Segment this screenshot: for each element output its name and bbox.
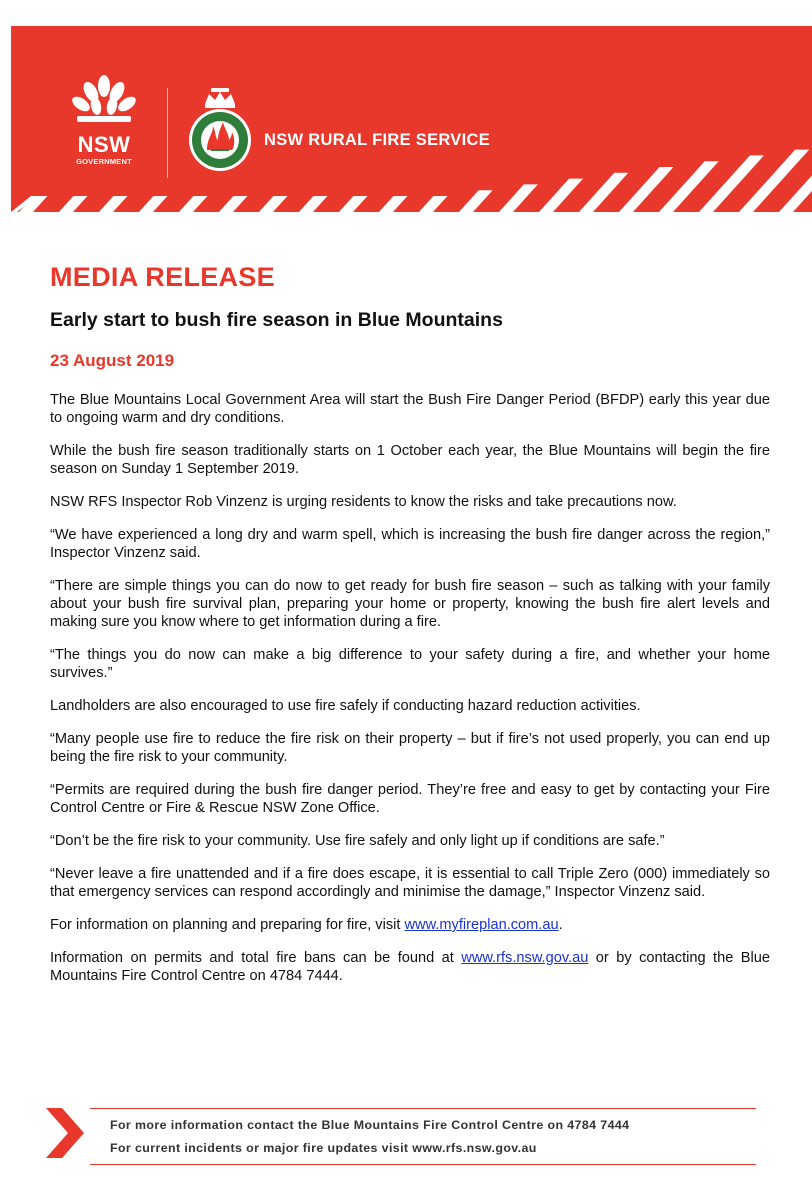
permits-suffix: or by contacting the Blue Mountains Fire Control Centre on 4784 7444.: [50, 950, 770, 984]
paragraph: “Permits are required during the bush fire danger period. They’re free and easy to get by contacting your Fire Control Centre or Fire & Rescue NSW Zone Office.: [50, 782, 770, 816]
government-label: GOVERNMENT: [76, 157, 132, 166]
banner-stripe: [499, 184, 538, 212]
logo-divider: [167, 88, 168, 178]
release-headline: Early start to bush fire season in Blue Mountains: [50, 309, 503, 331]
nsw-government-logo: [69, 72, 155, 172]
footer-rule: [90, 1108, 756, 1109]
paragraph: “Many people use fire to reduce the fire risk on their property – but if fire’s not used properly, you can end up being the fire risk to your community.: [50, 731, 770, 765]
header-banner: [11, 26, 812, 212]
chevron-arrow-icon: [46, 1108, 86, 1158]
paragraph: “Never leave a fire unattended and if a fire does escape, it is essential to call Triple Zero (000) immediately so that emergency services can respond accordingly and minimise the damage,” Inspector Vinzenz said.: [50, 866, 770, 900]
paragraph: NSW RFS Inspector Rob Vinzenz is urging residents to know the risks and take precautions now.: [50, 494, 677, 510]
waratah-icon: [69, 72, 139, 132]
paragraph: The Blue Mountains Local Government Area will start the Bush Fire Danger Period (BFDP) early this year due to ongoing warm and dry conditions.: [50, 392, 770, 426]
permits-paragraph: [50, 949, 770, 985]
banner-stripe: [339, 196, 367, 212]
plan-prefix: For information on planning and preparing for fire, visit: [50, 917, 405, 933]
paragraph: “Don’t be the fire risk to your community. Use fire safely and only light up if conditions are safe.”: [50, 833, 665, 849]
footer-contact: For more information contact the Blue Mountains Fire Control Centre on 4784 7444: [110, 1118, 630, 1132]
banner-stripe: [219, 196, 247, 212]
plan-suffix: .: [558, 917, 563, 933]
media-release-label: MEDIA RELEASE: [50, 262, 275, 292]
paragraph: While the bush fire season traditionally starts on 1 October each year, the Blue Mountains will begin the fire season on Sunday 1 September 2019.: [50, 443, 770, 477]
banner-stripe: [579, 173, 628, 212]
service-name: NSW RURAL FIRE SERVICE: [264, 131, 491, 149]
release-date: 23 August 2019: [50, 351, 175, 370]
footer-rule: [90, 1164, 756, 1165]
banner-stripe: [539, 179, 583, 212]
rfs-website-link[interactable]: www.rfs.nsw.gov.au: [461, 950, 589, 966]
release-body: [50, 391, 770, 1000]
banner-stripe: [179, 196, 207, 212]
banner-stripe: [299, 196, 327, 212]
permits-prefix: Information on permits and total fire bans can be found at: [50, 950, 462, 966]
banner-stripe: [459, 190, 493, 212]
banner-stripe: [419, 196, 447, 212]
banner-stripe: [259, 196, 287, 212]
banner-stripe: [99, 196, 127, 212]
banner-stripe: [139, 196, 167, 212]
paragraph: “We have experienced a long dry and warm spell, which is increasing the bush fire danger across the region,” Inspector Vinzenz said.: [50, 527, 770, 561]
banner-stripe: [59, 196, 87, 212]
footer-incidents: For current incidents or major fire updates visit www.rfs.nsw.gov.au: [110, 1141, 537, 1155]
plan-paragraph: [50, 916, 770, 934]
paragraph: Landholders are also encouraged to use fire safely if conducting hazard reduction activities.: [50, 698, 641, 714]
banner-stripe: [379, 196, 407, 212]
myfireplan-link[interactable]: www.myfireplan.com.au: [404, 917, 559, 933]
paragraph: “The things you do now can make a big difference to your safety during a fire, and whether your home survives.”: [50, 647, 770, 681]
rfs-crest-icon: [185, 88, 255, 174]
nsw-wordmark: NSW: [77, 132, 131, 157]
paragraph: “There are simple things you can do now to get ready for bush fire season – such as talking with your family about your bush fire survival plan, preparing your home or property, knowing the bush fire alert levels and making sure you know where to get information during a fire.: [50, 578, 770, 630]
